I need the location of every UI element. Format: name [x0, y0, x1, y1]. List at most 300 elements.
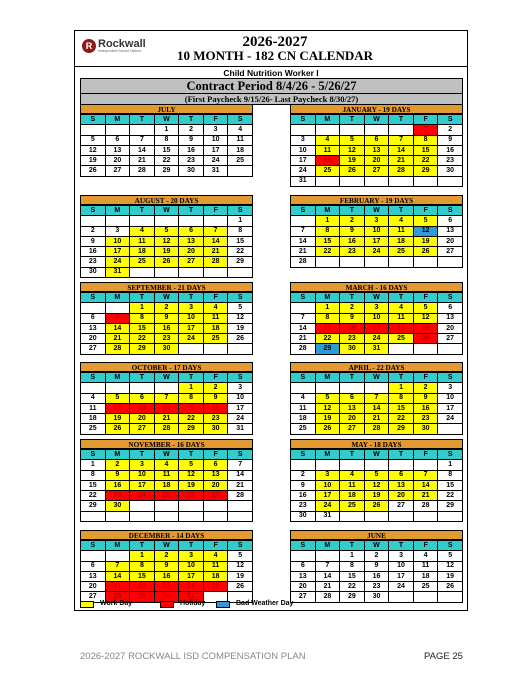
weekday-header: M [315, 293, 340, 303]
weekday-header: S [228, 293, 253, 303]
day-cell: 13 [81, 571, 106, 581]
day-cell: 21 [105, 334, 130, 344]
day-cell [203, 511, 228, 521]
day-cell: 2 [438, 125, 463, 135]
day-cell: 10 [228, 393, 253, 403]
day-cell: 20 [81, 334, 106, 344]
day-cell [228, 501, 253, 511]
day-cell: 12 [340, 145, 365, 155]
day-cell [105, 551, 130, 561]
day-cell: 6 [364, 135, 389, 145]
weekday-header: W [154, 373, 179, 383]
month-title: NOVEMBER - 16 DAYS [80, 439, 253, 449]
day-cell: 19 [438, 571, 463, 581]
day-cell: 20 [81, 582, 106, 592]
day-cell: 2 [340, 303, 365, 313]
weekday-header: M [315, 450, 340, 460]
day-cell: 22 [413, 156, 438, 166]
day-cell: 26 [413, 247, 438, 257]
day-cell: 29 [228, 257, 253, 267]
day-cell: 1 [315, 216, 340, 226]
day-cell: 9 [340, 226, 365, 236]
weekday-header: S [81, 541, 106, 551]
weekday-header: M [315, 541, 340, 551]
day-cell: 25 [203, 582, 228, 592]
day-cell: 8 [228, 226, 253, 236]
day-cell: 10 [179, 561, 204, 571]
weekday-header: T [130, 373, 155, 383]
day-cell: 10 [364, 226, 389, 236]
week-row [291, 313, 463, 323]
day-cell: 15 [154, 145, 179, 155]
day-cell: 9 [154, 561, 179, 571]
week-row [291, 592, 463, 602]
day-cell: 16 [203, 403, 228, 413]
day-cell: 3 [130, 460, 155, 470]
day-cell: 3 [389, 551, 414, 561]
week-row [291, 403, 463, 413]
day-cell: 20 [105, 156, 130, 166]
day-cell: 1 [130, 303, 155, 313]
weekday-header: M [315, 373, 340, 383]
day-cell: 6 [340, 393, 365, 403]
day-cell: 24 [291, 166, 316, 176]
day-cell: 18 [203, 571, 228, 581]
day-cell [179, 216, 204, 226]
month-title: JUNE [290, 530, 463, 540]
paycheck-period: (First Paycheck 9/15/26- Last Paycheck 8/30/27) [80, 94, 463, 105]
day-cell: 9 [81, 236, 106, 246]
day-cell: 3 [315, 470, 340, 480]
month-title: SEPTEMBER - 21 DAYS [80, 282, 253, 292]
week-row [291, 135, 463, 145]
position-title: Child Nutrition Worker I [223, 68, 319, 78]
month-table [290, 540, 463, 603]
legend-holiday-swatch [160, 601, 174, 608]
day-cell: 15 [413, 145, 438, 155]
day-cell: 18 [291, 414, 316, 424]
day-cell: 4 [203, 303, 228, 313]
month-table [80, 449, 253, 522]
day-cell [438, 344, 463, 354]
day-cell: 28 [105, 344, 130, 354]
week-row [291, 247, 463, 257]
day-cell [130, 511, 155, 521]
day-cell: 21 [154, 414, 179, 424]
week-row [291, 393, 463, 403]
day-cell: 7 [105, 313, 130, 323]
weekday-header-row [81, 450, 253, 460]
week-row [291, 460, 463, 470]
day-cell: 25 [81, 424, 106, 434]
day-cell: 23 [364, 582, 389, 592]
weekday-header: F [413, 293, 438, 303]
day-cell: 21 [364, 414, 389, 424]
weekday-header: W [154, 206, 179, 216]
day-cell: 5 [340, 135, 365, 145]
week-row [81, 424, 253, 434]
day-cell: 31 [203, 166, 228, 176]
day-cell: 25 [315, 166, 340, 176]
day-cell: 15 [130, 323, 155, 333]
day-cell: 20 [291, 582, 316, 592]
weekday-header: F [203, 450, 228, 460]
week-row [81, 166, 253, 176]
day-cell: 25 [228, 156, 253, 166]
day-cell: 15 [228, 236, 253, 246]
day-cell: 27 [340, 424, 365, 434]
day-cell: 22 [130, 334, 155, 344]
logo-name: Rockwall [98, 37, 146, 50]
day-cell: 29 [413, 166, 438, 176]
day-cell [315, 125, 340, 135]
weekday-header: T [389, 115, 414, 125]
day-cell: 11 [340, 480, 365, 490]
day-cell: 3 [438, 383, 463, 393]
day-cell: 22 [315, 247, 340, 257]
day-cell: 29 [340, 592, 365, 602]
day-cell: 16 [154, 323, 179, 333]
weekday-header: F [203, 541, 228, 551]
day-cell: 8 [413, 135, 438, 145]
day-cell [315, 383, 340, 393]
legend-work-swatch [80, 601, 94, 608]
day-cell: 11 [291, 403, 316, 413]
weekday-header: F [203, 115, 228, 125]
day-cell: 4 [228, 125, 253, 135]
month-title: JULY [80, 104, 253, 114]
day-cell: 2 [154, 303, 179, 313]
day-cell [364, 125, 389, 135]
day-cell [130, 383, 155, 393]
day-cell: 6 [179, 226, 204, 236]
day-cell: 11 [389, 313, 414, 323]
day-cell: 11 [130, 236, 155, 246]
day-cell: 27 [105, 166, 130, 176]
week-row [81, 226, 253, 236]
week-row [291, 491, 463, 501]
month-title: FEBRUARY - 19 DAYS [290, 195, 463, 205]
day-cell: 2 [154, 551, 179, 561]
week-row [81, 501, 253, 511]
day-cell: 26 [228, 582, 253, 592]
day-cell: 29 [438, 501, 463, 511]
day-cell: 24 [203, 156, 228, 166]
weekday-header: T [340, 373, 365, 383]
day-cell: 21 [203, 247, 228, 257]
day-cell: 31 [105, 267, 130, 277]
day-cell: 18 [389, 323, 414, 333]
day-cell: 13 [130, 403, 155, 413]
weekday-header: M [105, 293, 130, 303]
day-cell: 23 [105, 491, 130, 501]
week-row [81, 460, 253, 470]
contract-period: Contract Period 8/4/26 - 5/26/27 [80, 78, 463, 94]
day-cell: 25 [130, 257, 155, 267]
day-cell: 4 [389, 303, 414, 313]
day-cell: 13 [340, 403, 365, 413]
day-cell: 5 [413, 303, 438, 313]
calendar-title: 10 MONTH - 182 CN CALENDAR [176, 48, 374, 63]
day-cell: 30 [154, 344, 179, 354]
day-cell [291, 125, 316, 135]
day-cell: 12 [228, 313, 253, 323]
day-cell: 27 [438, 247, 463, 257]
day-cell: 20 [340, 414, 365, 424]
week-row [291, 414, 463, 424]
day-cell [340, 460, 365, 470]
day-cell: 12 [154, 236, 179, 246]
day-cell: 26 [364, 501, 389, 511]
day-cell: 11 [154, 470, 179, 480]
day-cell [340, 125, 365, 135]
day-cell: 4 [81, 393, 106, 403]
day-cell: 17 [105, 247, 130, 257]
weekday-header-row [291, 450, 463, 460]
day-cell: 13 [179, 236, 204, 246]
month-title: APRIL - 22 DAYS [290, 362, 463, 372]
month-table [80, 114, 253, 177]
week-row [81, 216, 253, 226]
day-cell [105, 511, 130, 521]
day-cell: 15 [179, 403, 204, 413]
day-cell: 25 [291, 424, 316, 434]
weekday-header: S [291, 450, 316, 460]
day-cell: 16 [291, 491, 316, 501]
day-cell: 18 [203, 323, 228, 333]
month-block [290, 282, 463, 355]
day-cell: 6 [438, 303, 463, 313]
day-cell: 27 [389, 501, 414, 511]
day-cell: 5 [179, 460, 204, 470]
day-cell: 11 [389, 226, 414, 236]
day-cell: 21 [105, 582, 130, 592]
week-row [81, 125, 253, 135]
day-cell: 31 [228, 424, 253, 434]
day-cell: 10 [130, 470, 155, 480]
day-cell: 25 [389, 334, 414, 344]
logo-subtext: Independent School District [98, 48, 141, 53]
day-cell: 27 [81, 592, 106, 602]
week-row [81, 393, 253, 403]
day-cell: 1 [315, 303, 340, 313]
weekday-header: S [291, 541, 316, 551]
day-cell [203, 501, 228, 511]
day-cell: 21 [291, 334, 316, 344]
week-row [81, 403, 253, 413]
week-row [81, 480, 253, 490]
day-cell: 25 [340, 501, 365, 511]
day-cell: 9 [340, 313, 365, 323]
day-cell: 30 [413, 424, 438, 434]
day-cell: 18 [154, 480, 179, 490]
month-block [290, 362, 463, 435]
day-cell: 28 [291, 257, 316, 267]
day-cell: 30 [291, 511, 316, 521]
day-cell: 23 [413, 414, 438, 424]
day-cell [154, 216, 179, 226]
day-cell: 13 [203, 470, 228, 480]
day-cell: 24 [179, 334, 204, 344]
month-title: MARCH - 16 DAYS [290, 282, 463, 292]
weekday-header: T [130, 115, 155, 125]
day-cell: 20 [438, 323, 463, 333]
weekday-header: M [315, 115, 340, 125]
day-cell: 28 [105, 592, 130, 602]
day-cell [228, 344, 253, 354]
legend-bad-weather-label: Bad Weather Day [236, 600, 294, 607]
weekday-header: S [228, 450, 253, 460]
day-cell: 7 [105, 561, 130, 571]
week-row [291, 303, 463, 313]
day-cell [179, 344, 204, 354]
day-cell: 16 [438, 145, 463, 155]
weekday-header: W [364, 450, 389, 460]
day-cell: 17 [315, 491, 340, 501]
month-title: OCTOBER - 17 DAYS [80, 362, 253, 372]
day-cell [105, 216, 130, 226]
weekday-header: W [364, 115, 389, 125]
weekday-header: S [291, 115, 316, 125]
day-cell: 13 [438, 226, 463, 236]
day-cell: 2 [364, 551, 389, 561]
day-cell: 8 [340, 561, 365, 571]
week-row [81, 313, 253, 323]
day-cell: 13 [291, 571, 316, 581]
weekday-header: S [438, 206, 463, 216]
day-cell: 21 [228, 480, 253, 490]
day-cell: 6 [291, 561, 316, 571]
week-row [291, 551, 463, 561]
day-cell: 7 [413, 470, 438, 480]
day-cell: 23 [203, 414, 228, 424]
day-cell: 24 [438, 414, 463, 424]
day-cell: 28 [203, 257, 228, 267]
day-cell: 27 [364, 166, 389, 176]
day-cell: 17 [228, 403, 253, 413]
week-row [291, 236, 463, 246]
day-cell: 23 [81, 257, 106, 267]
weekday-header-row [291, 373, 463, 383]
day-cell: 17 [179, 571, 204, 581]
day-cell: 26 [154, 257, 179, 267]
day-cell: 12 [315, 403, 340, 413]
weekday-header: T [179, 450, 204, 460]
day-cell: 1 [438, 460, 463, 470]
week-row [291, 216, 463, 226]
weekday-header: T [179, 373, 204, 383]
month-table [80, 292, 253, 355]
day-cell: 17 [130, 480, 155, 490]
day-cell [291, 551, 316, 561]
weekday-header: T [340, 206, 365, 216]
day-cell: 2 [291, 470, 316, 480]
weekday-header: F [203, 206, 228, 216]
day-cell: 22 [154, 156, 179, 166]
day-cell [438, 511, 463, 521]
day-cell: 15 [315, 236, 340, 246]
weekday-header: W [154, 450, 179, 460]
day-cell: 18 [413, 571, 438, 581]
day-cell: 8 [315, 226, 340, 236]
week-row [81, 561, 253, 571]
footer-left: 2026-2027 ROCKWALL ISD COMPENSATION PLAN [80, 651, 306, 662]
day-cell: 21 [291, 247, 316, 257]
day-cell: 22 [389, 414, 414, 424]
day-cell: 15 [315, 323, 340, 333]
day-cell [413, 592, 438, 602]
day-cell: 16 [105, 480, 130, 490]
weekday-header: F [203, 293, 228, 303]
week-row [291, 511, 463, 521]
day-cell: 10 [105, 236, 130, 246]
day-cell [105, 383, 130, 393]
day-cell: 12 [413, 226, 438, 236]
day-cell: 19 [413, 236, 438, 246]
month-block [290, 195, 463, 268]
weekday-header: W [154, 115, 179, 125]
weekday-header: T [389, 373, 414, 383]
week-row [291, 561, 463, 571]
day-cell: 10 [291, 145, 316, 155]
day-cell: 6 [389, 470, 414, 480]
month-table [290, 449, 463, 522]
day-cell: 14 [130, 145, 155, 155]
day-cell [291, 383, 316, 393]
week-row [81, 414, 253, 424]
week-row [291, 501, 463, 511]
day-cell: 31 [291, 176, 316, 186]
day-cell: 13 [438, 313, 463, 323]
day-cell: 28 [228, 491, 253, 501]
day-cell: 12 [364, 480, 389, 490]
day-cell: 17 [291, 156, 316, 166]
week-row [81, 156, 253, 166]
day-cell: 7 [203, 226, 228, 236]
month-title: MAY - 18 DAYS [290, 439, 463, 449]
day-cell: 29 [130, 592, 155, 602]
weekday-header: S [228, 206, 253, 216]
day-cell [179, 511, 204, 521]
legend-bad-weather-swatch [216, 601, 230, 608]
day-cell: 8 [438, 470, 463, 480]
day-cell: 6 [130, 393, 155, 403]
day-cell: 26 [105, 424, 130, 434]
day-cell [228, 166, 253, 176]
weekday-header: M [105, 115, 130, 125]
month-title: JANUARY - 19 DAYS [290, 104, 463, 114]
weekday-header: T [179, 293, 204, 303]
day-cell: 9 [438, 135, 463, 145]
day-cell: 23 [340, 247, 365, 257]
day-cell: 22 [340, 582, 365, 592]
weekday-header: W [364, 373, 389, 383]
day-cell: 22 [438, 491, 463, 501]
day-cell [154, 501, 179, 511]
day-cell: 23 [438, 156, 463, 166]
week-row [291, 145, 463, 155]
day-cell: 3 [203, 125, 228, 135]
day-cell [81, 303, 106, 313]
week-row [81, 303, 253, 313]
day-cell: 1 [340, 551, 365, 561]
day-cell: 12 [228, 561, 253, 571]
day-cell: 31 [315, 511, 340, 521]
day-cell: 17 [438, 403, 463, 413]
weekday-header-row [81, 293, 253, 303]
day-cell: 14 [291, 323, 316, 333]
week-row [291, 582, 463, 592]
